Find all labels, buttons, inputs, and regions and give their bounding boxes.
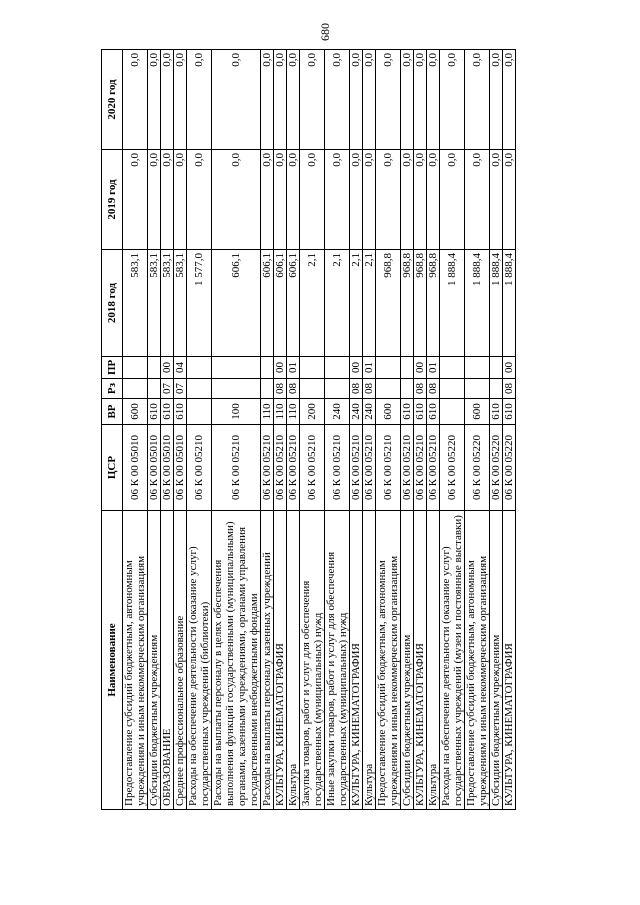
cell-name: Расходы на обеспечение деятельности (оказание услуг) государственных учреждений (библиотеки) <box>187 511 212 810</box>
cell-pr <box>187 357 212 379</box>
cell-2019: 0,0 <box>503 150 516 250</box>
cell-vr: 240 <box>363 399 376 425</box>
cell-2019: 0,0 <box>287 150 300 250</box>
cell-pr <box>325 357 350 379</box>
header-2018: 2018 год <box>102 250 123 357</box>
cell-csr: 06 К 00 05220 <box>490 425 503 511</box>
cell-pr: 00 <box>350 357 363 379</box>
cell-2019: 0,0 <box>300 150 325 250</box>
cell-2019: 0,0 <box>414 150 427 250</box>
cell-2020: 0,0 <box>350 50 363 150</box>
cell-vr: 610 <box>174 399 187 425</box>
cell-csr: 06 К 00 05210 <box>261 425 274 511</box>
cell-2019: 0,0 <box>325 150 350 250</box>
cell-2020: 0,0 <box>261 50 274 150</box>
cell-name: Предоставление субсидий бюджетным, автономным учреждениям и иным некоммерческим организациям <box>376 511 401 810</box>
cell-rz <box>261 379 274 399</box>
cell-2020: 0,0 <box>401 50 414 150</box>
cell-csr: 06 К 00 05210 <box>300 425 325 511</box>
cell-2018: 606,1 <box>261 250 274 357</box>
table-row <box>287 50 300 810</box>
cell-rz: 08 <box>287 379 300 399</box>
cell-pr: 00 <box>503 357 516 379</box>
cell-2019: 0,0 <box>161 150 174 250</box>
table-row <box>300 50 325 810</box>
cell-pr <box>261 357 274 379</box>
cell-2020: 0,0 <box>325 50 350 150</box>
cell-2020: 0,0 <box>161 50 174 150</box>
header-2019: 2019 год <box>102 150 123 250</box>
table-row <box>465 50 490 810</box>
cell-pr <box>490 357 503 379</box>
cell-rz <box>300 379 325 399</box>
cell-rz: 08 <box>350 379 363 399</box>
cell-rz <box>465 379 490 399</box>
cell-rz <box>490 379 503 399</box>
cell-vr: 110 <box>261 399 274 425</box>
cell-pr: 01 <box>427 357 440 379</box>
cell-2019: 0,0 <box>401 150 414 250</box>
table-row <box>261 50 274 810</box>
cell-pr: 04 <box>174 357 187 379</box>
cell-name: КУЛЬТУРА, КИНЕМАТОГРАФИЯ <box>503 511 516 810</box>
cell-csr: 06 К 00 05210 <box>287 425 300 511</box>
table-row <box>376 50 401 810</box>
cell-name: Предоставление субсидий бюджетным, автономным учреждениям и иным некоммерческим организациям <box>465 511 490 810</box>
cell-2020: 0,0 <box>376 50 401 150</box>
cell-2020: 0,0 <box>274 50 287 150</box>
cell-csr: 06 К 00 05210 <box>274 425 287 511</box>
cell-vr: 610 <box>490 399 503 425</box>
cell-rz <box>123 379 148 399</box>
cell-2019: 0,0 <box>376 150 401 250</box>
header-rz: Рз <box>102 379 123 399</box>
cell-name: Культура <box>363 511 376 810</box>
cell-pr: 01 <box>287 357 300 379</box>
table-row <box>490 50 503 810</box>
cell-vr: 110 <box>274 399 287 425</box>
header-2020: 2020 год <box>102 50 123 150</box>
cell-pr <box>401 357 414 379</box>
cell-name: Расходы на обеспечение деятельности (оказание услуг) государственных учреждений (музеи и постоянные выставки) <box>440 511 465 810</box>
table-row <box>363 50 376 810</box>
cell-csr: 06 К 00 05210 <box>325 425 350 511</box>
cell-pr <box>123 357 148 379</box>
cell-pr: 00 <box>274 357 287 379</box>
cell-vr: 610 <box>161 399 174 425</box>
cell-pr <box>212 357 261 379</box>
cell-2018: 606,1 <box>274 250 287 357</box>
cell-csr: 06 К 00 05210 <box>187 425 212 511</box>
cell-2020: 0,0 <box>287 50 300 150</box>
cell-2018: 2,1 <box>363 250 376 357</box>
cell-2019: 0,0 <box>274 150 287 250</box>
cell-vr <box>187 399 212 425</box>
cell-csr: 06 К 00 05220 <box>503 425 516 511</box>
cell-2020: 0,0 <box>187 50 212 150</box>
cell-2019: 0,0 <box>490 150 503 250</box>
cell-2019: 0,0 <box>212 150 261 250</box>
cell-2018: 583,1 <box>123 250 148 357</box>
cell-pr <box>376 357 401 379</box>
cell-2018: 1 888,4 <box>490 250 503 357</box>
cell-name: Расходы на выплаты персоналу казенных учреждений <box>261 511 274 810</box>
cell-vr: 600 <box>376 399 401 425</box>
cell-vr: 240 <box>325 399 350 425</box>
cell-csr: 06 К 00 05210 <box>363 425 376 511</box>
table-row <box>325 50 350 810</box>
cell-rz <box>148 379 161 399</box>
cell-vr: 100 <box>212 399 261 425</box>
cell-csr: 06 К 00 05220 <box>440 425 465 511</box>
cell-vr: 610 <box>427 399 440 425</box>
header-csr: ЦСР <box>102 425 123 511</box>
cell-2018: 1 577,0 <box>187 250 212 357</box>
cell-name: Культура <box>287 511 300 810</box>
cell-2018: 1 888,4 <box>440 250 465 357</box>
cell-2019: 0,0 <box>123 150 148 250</box>
cell-2019: 0,0 <box>465 150 490 250</box>
cell-pr: 00 <box>161 357 174 379</box>
cell-2018: 2,1 <box>300 250 325 357</box>
cell-vr: 610 <box>401 399 414 425</box>
cell-pr <box>465 357 490 379</box>
table-row <box>350 50 363 810</box>
cell-rz <box>187 379 212 399</box>
table-row <box>148 50 161 810</box>
cell-2018: 2,1 <box>325 250 350 357</box>
cell-vr <box>440 399 465 425</box>
table-row <box>174 50 187 810</box>
cell-name: Закупка товаров, работ и услуг для обеспечения государственных (муниципальных) нужд <box>300 511 325 810</box>
cell-pr: 01 <box>363 357 376 379</box>
cell-name: Среднее профессиональное образование <box>174 511 187 810</box>
cell-name: КУЛЬТУРА, КИНЕМАТОГРАФИЯ <box>274 511 287 810</box>
cell-rz: 07 <box>161 379 174 399</box>
table-row <box>440 50 465 810</box>
cell-vr: 610 <box>148 399 161 425</box>
table-row <box>427 50 440 810</box>
table-row <box>212 50 261 810</box>
cell-csr: 06 К 00 05210 <box>427 425 440 511</box>
cell-vr: 240 <box>350 399 363 425</box>
cell-csr: 06 К 00 05210 <box>212 425 261 511</box>
cell-vr: 600 <box>465 399 490 425</box>
cell-rz: 08 <box>414 379 427 399</box>
cell-csr: 06 К 00 05210 <box>414 425 427 511</box>
cell-pr <box>440 357 465 379</box>
cell-2018: 583,1 <box>148 250 161 357</box>
cell-2018: 968,8 <box>401 250 414 357</box>
cell-2018: 583,1 <box>161 250 174 357</box>
table-row <box>401 50 414 810</box>
cell-2018: 968,8 <box>414 250 427 357</box>
cell-pr <box>300 357 325 379</box>
cell-2020: 0,0 <box>363 50 376 150</box>
cell-rz: 07 <box>174 379 187 399</box>
cell-2020: 0,0 <box>490 50 503 150</box>
cell-2019: 0,0 <box>363 150 376 250</box>
table-header-row <box>102 50 123 810</box>
cell-rz: 08 <box>427 379 440 399</box>
cell-name: Субсидии бюджетным учреждениям <box>401 511 414 810</box>
cell-rz: 08 <box>274 379 287 399</box>
cell-2018: 1 888,4 <box>503 250 516 357</box>
page-number: 680 <box>318 23 332 41</box>
cell-2019: 0,0 <box>261 150 274 250</box>
cell-name: ОБРАЗОВАНИЕ <box>161 511 174 810</box>
budget-table <box>101 49 516 810</box>
cell-csr: 06 К 00 05010 <box>174 425 187 511</box>
cell-2020: 0,0 <box>123 50 148 150</box>
cell-vr: 610 <box>503 399 516 425</box>
cell-2020: 0,0 <box>414 50 427 150</box>
cell-2018: 2,1 <box>350 250 363 357</box>
cell-csr: 06 К 00 05210 <box>376 425 401 511</box>
cell-2019: 0,0 <box>440 150 465 250</box>
cell-rz <box>376 379 401 399</box>
rotated-table-container <box>101 50 566 810</box>
cell-name: КУЛЬТУРА, КИНЕМАТОГРАФИЯ <box>350 511 363 810</box>
cell-2019: 0,0 <box>174 150 187 250</box>
cell-2020: 0,0 <box>503 50 516 150</box>
cell-2019: 0,0 <box>350 150 363 250</box>
cell-2020: 0,0 <box>212 50 261 150</box>
cell-csr: 06 К 00 05210 <box>350 425 363 511</box>
table-row <box>503 50 516 810</box>
cell-rz <box>212 379 261 399</box>
cell-name: Расходы на выплаты персоналу в целях обеспечения выполнения функций государственными (муниципальными) органами, казенными учреждениями, органами управления государственными внебюджетными фондами <box>212 511 261 810</box>
table-row <box>161 50 174 810</box>
table-row <box>274 50 287 810</box>
cell-pr: 00 <box>414 357 427 379</box>
cell-csr: 06 К 00 05010 <box>161 425 174 511</box>
cell-2019: 0,0 <box>427 150 440 250</box>
cell-rz <box>325 379 350 399</box>
cell-vr: 610 <box>414 399 427 425</box>
cell-2020: 0,0 <box>300 50 325 150</box>
cell-name: КУЛЬТУРА, КИНЕМАТОГРАФИЯ <box>414 511 427 810</box>
cell-vr: 110 <box>287 399 300 425</box>
cell-rz: 08 <box>503 379 516 399</box>
cell-name: Субсидии бюджетным учреждениям <box>490 511 503 810</box>
cell-2018: 1 888,4 <box>465 250 490 357</box>
cell-rz <box>401 379 414 399</box>
cell-2018: 606,1 <box>212 250 261 357</box>
cell-2018: 583,1 <box>174 250 187 357</box>
cell-2020: 0,0 <box>148 50 161 150</box>
cell-csr: 06 К 00 05010 <box>123 425 148 511</box>
cell-2018: 968,8 <box>427 250 440 357</box>
cell-2020: 0,0 <box>440 50 465 150</box>
cell-name: Иные закупки товаров, работ и услуг для обеспечения государственных (муниципальных) нужд <box>325 511 350 810</box>
table-row <box>123 50 148 810</box>
cell-2020: 0,0 <box>427 50 440 150</box>
cell-2020: 0,0 <box>174 50 187 150</box>
cell-name: Субсидии бюджетным учреждениям <box>148 511 161 810</box>
cell-2020: 0,0 <box>465 50 490 150</box>
cell-2018: 968,8 <box>376 250 401 357</box>
cell-name: Культура <box>427 511 440 810</box>
cell-vr: 600 <box>123 399 148 425</box>
cell-2018: 606,1 <box>287 250 300 357</box>
table-body <box>123 50 516 810</box>
table-row <box>414 50 427 810</box>
cell-rz <box>440 379 465 399</box>
cell-csr: 06 К 00 05010 <box>148 425 161 511</box>
header-pr: ПР <box>102 357 123 379</box>
cell-name: Предоставление субсидий бюджетным, автономным учреждениям и иным некоммерческим организациям <box>123 511 148 810</box>
header-name: Наименование <box>102 511 123 810</box>
cell-2019: 0,0 <box>187 150 212 250</box>
cell-rz: 08 <box>363 379 376 399</box>
cell-pr <box>148 357 161 379</box>
cell-2019: 0,0 <box>148 150 161 250</box>
header-vr: ВР <box>102 399 123 425</box>
cell-vr: 200 <box>300 399 325 425</box>
cell-csr: 06 К 00 05220 <box>465 425 490 511</box>
table-row <box>187 50 212 810</box>
cell-csr: 06 К 00 05210 <box>401 425 414 511</box>
